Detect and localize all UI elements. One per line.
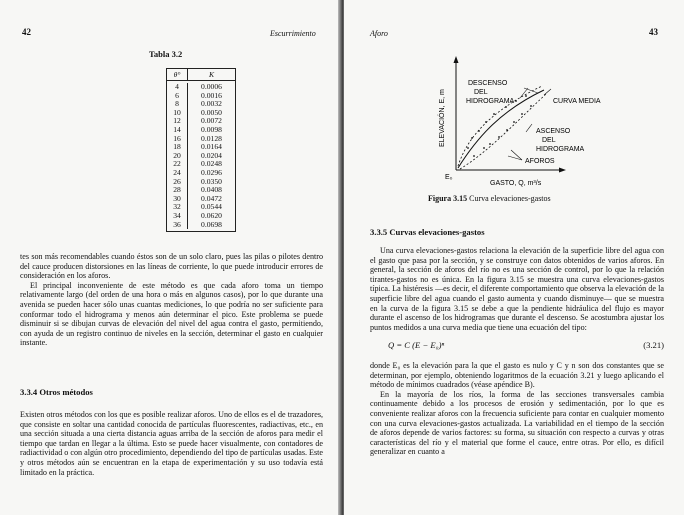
cell-k: 0.0016 bbox=[201, 90, 222, 100]
cell-k: 0.0164 bbox=[201, 142, 222, 152]
table-title: Tabla 3.2 bbox=[149, 49, 183, 59]
cell-theta: 20 bbox=[167, 152, 188, 161]
cell-k: 0.0544 bbox=[201, 202, 222, 212]
data-point bbox=[521, 113, 523, 115]
x-axis-label: GASTO, Q, m³/s bbox=[490, 180, 542, 187]
cell-k: 0.0098 bbox=[201, 124, 222, 134]
paragraph: tes son más recomendables cuando éstos son de un solo claro, pues las pilas o pilotes dentro del cauce producen distorsiones en las líneas de corriente, lo que puede introducir errores de consideración en los aforos. bbox=[20, 252, 323, 281]
paragraph: Una curva elevaciones-gastos relaciona la elevación de la superficie libre del agua con el gasto que pasa por la sección, y se construye con datos obtenidos de varios aforos. En general, la sección de aforos del río no es una sección de control, por lo que la relación tirantes-gastos no es única. En la figura 3.15 se muestra una curva elevaciones-gastos típica. La histéresis —es decir, el diferente comportamiento que observa la elevación de la superficie libre del agua cuando el gasto aumenta y cuando disminuye— que se muestra en la curva de la figura 3.15 se debe a que la pendiente hidráulica del flujo es mayor durante el ascenso de los hidrogramas que durante el descenso. Se acostumbra ajustar los puntos medidos a una curva media que tiene una ecuación del tipo: bbox=[370, 246, 664, 332]
cell-theta: 24 bbox=[167, 169, 188, 178]
cell-k: 0.0072 bbox=[201, 116, 222, 126]
table-body bbox=[167, 81, 235, 231]
table-row bbox=[167, 221, 235, 230]
cell-k: 0.0350 bbox=[201, 176, 222, 186]
cell-k: 0.0472 bbox=[201, 193, 222, 203]
data-point bbox=[473, 155, 475, 157]
page-number: 42 bbox=[22, 27, 31, 37]
leader-curva-media bbox=[544, 89, 551, 95]
caption-text: Curva elevaciones-gastos bbox=[469, 194, 551, 203]
cell-theta: 30 bbox=[167, 195, 188, 204]
cell-theta: 10 bbox=[167, 109, 188, 118]
data-point bbox=[506, 129, 508, 131]
cell-theta: 22 bbox=[167, 160, 188, 169]
x-axis-arrow bbox=[559, 168, 566, 173]
page-number: 43 bbox=[649, 27, 658, 37]
cell-theta: 34 bbox=[167, 212, 188, 221]
section-heading: 3.3.4 Otros métodos bbox=[20, 387, 93, 397]
y-axis-arrow bbox=[454, 56, 459, 63]
header-theta: θ° bbox=[167, 69, 188, 80]
running-head: Aforo bbox=[370, 29, 388, 38]
label-ascenso-1: ASCENSO bbox=[536, 128, 571, 135]
cell-k: 0.0620 bbox=[201, 210, 222, 220]
left-para-3 bbox=[20, 410, 323, 477]
data-point bbox=[467, 147, 469, 149]
paragraph: Existen otros métodos con los que es posible realizar aforos. Uno de ellos es el de trazadores, que consiste en soltar una cantidad conocida de partículas fluorescentes, radiactivas, etc., en una sección situada a una cierta distancia aguas arriba de la sección de aforos para medir el tiempo que tardan en llegar a la última. Esto se puede hacer visualmente, con contadores de radiactividad o con algún otro procedimiento, dependiendo del tipo de partículas usadas. Este y otros métodos aún se encuentran en la etapa de experimentación y su uso todavía está limitado en la práctica. bbox=[20, 410, 323, 477]
equation-number: (3.21) bbox=[643, 340, 664, 350]
y-axis-label: ELEVACIÓN, E, m bbox=[439, 89, 446, 147]
cell-k: 0.0204 bbox=[201, 150, 222, 160]
label-curva-media: CURVA MEDIA bbox=[553, 98, 601, 105]
cell-k: 0.0248 bbox=[201, 159, 222, 169]
cell-k: 0.0006 bbox=[201, 82, 222, 91]
cell-theta: 6 bbox=[167, 92, 188, 101]
left-page bbox=[0, 0, 340, 515]
cell-k: 0.0050 bbox=[201, 107, 222, 117]
section-heading: 3.3.5 Curvas elevaciones-gastos bbox=[370, 227, 485, 237]
cell-theta: 12 bbox=[167, 117, 188, 126]
paragraph: El principal inconveniente de este método es que cada aforo toma un tiempo relativamente largo (del orden de una hora o más en algunos casos), por lo que durante una avenida se pueden hacer sólo unas cuantas mediciones, lo que podría no ser suficiente para conformar todo el hidrograma y menos aún determinar el pico. Este problema se puede disminuir si se dibujan curvas de elevación del nivel del agua contra el gasto, permitiendo, con ayuda de un registro continuo de niveles en la sección, determinar el gasto en cualquier instante. bbox=[20, 280, 323, 348]
leader-ascenso bbox=[526, 124, 532, 132]
cell-theta: 26 bbox=[167, 178, 188, 187]
data-point bbox=[485, 121, 487, 123]
right-page bbox=[344, 0, 684, 515]
label-descenso-2: DEL bbox=[474, 89, 488, 96]
data-point bbox=[525, 95, 527, 97]
data-point bbox=[489, 143, 491, 145]
data-point bbox=[505, 106, 507, 108]
paragraph: donde E₀ es la elevación para la que el gasto es nulo y C y n son dos constantes que se determinan, por ejemplo, obteniendo logaritmos de la ecuación 3.21 y luego aplicando el método de mínimos cuadrados (véase apéndice B). bbox=[370, 361, 664, 390]
data-point bbox=[513, 121, 515, 123]
table-header bbox=[167, 69, 235, 81]
label-ascenso-2: DEL bbox=[542, 137, 556, 144]
cell-theta: 4 bbox=[167, 83, 188, 92]
cell-theta: 8 bbox=[167, 100, 188, 109]
data-point bbox=[478, 130, 480, 132]
cell-theta: 32 bbox=[167, 203, 188, 212]
label-descenso-3: HIDROGRAMA bbox=[466, 98, 515, 105]
cell-k: 0.0032 bbox=[201, 99, 222, 109]
right-para-2 bbox=[370, 361, 664, 457]
left-para-1 bbox=[20, 252, 323, 348]
label-ascenso-3: HIDROGRAMA bbox=[536, 146, 585, 153]
elevation-discharge-figure bbox=[439, 52, 644, 192]
data-table bbox=[166, 68, 236, 232]
cell-k: 0.0128 bbox=[201, 133, 222, 143]
cell-theta: 14 bbox=[167, 126, 188, 135]
cell-theta: 28 bbox=[167, 186, 188, 195]
data-point bbox=[493, 113, 495, 115]
running-head: Escurrimiento bbox=[270, 29, 316, 38]
data-point bbox=[471, 137, 473, 139]
label-aforos: AFOROS bbox=[525, 158, 555, 165]
cell-k: 0.0408 bbox=[201, 185, 222, 195]
cell-k: 0.0698 bbox=[201, 219, 222, 229]
cell-theta: 16 bbox=[167, 135, 188, 144]
paragraph: En la mayoría de los ríos, la forma de las secciones transversales cambia continuamente debido a los procesos de erosión y sedimentación, por lo que es conveniente realizar aforos con la frecuencia suficiente para contar en cualquier momento con una curva elevaciones-gastos actualizada. La variabilidad en el tiempo de la sección de aforos depende de varios factores: su forma, su situación con respecto a curvas y otras características del río y el material que forme el cauce, entre otras. Por ello, es difícil generalizar en cuanto a bbox=[370, 389, 664, 457]
equation-line bbox=[388, 340, 664, 350]
cell-theta: 18 bbox=[167, 143, 188, 152]
cell-theta: 36 bbox=[167, 221, 188, 230]
right-para-1 bbox=[370, 246, 664, 332]
data-point bbox=[483, 147, 485, 149]
data-point bbox=[498, 136, 500, 138]
caption-number: Figura 3.15 bbox=[428, 194, 468, 203]
equation: Q = C (E − E₀)ⁿ bbox=[388, 340, 445, 350]
data-point bbox=[530, 105, 532, 107]
cell-k: 0.0296 bbox=[201, 167, 222, 177]
data-point bbox=[515, 100, 517, 102]
header-k: K bbox=[208, 70, 215, 79]
origin-label: E₀ bbox=[445, 174, 453, 181]
label-descenso-1: DESCENSO bbox=[468, 80, 508, 87]
leader-descenso-2 bbox=[520, 88, 528, 98]
figure-caption bbox=[428, 194, 551, 203]
